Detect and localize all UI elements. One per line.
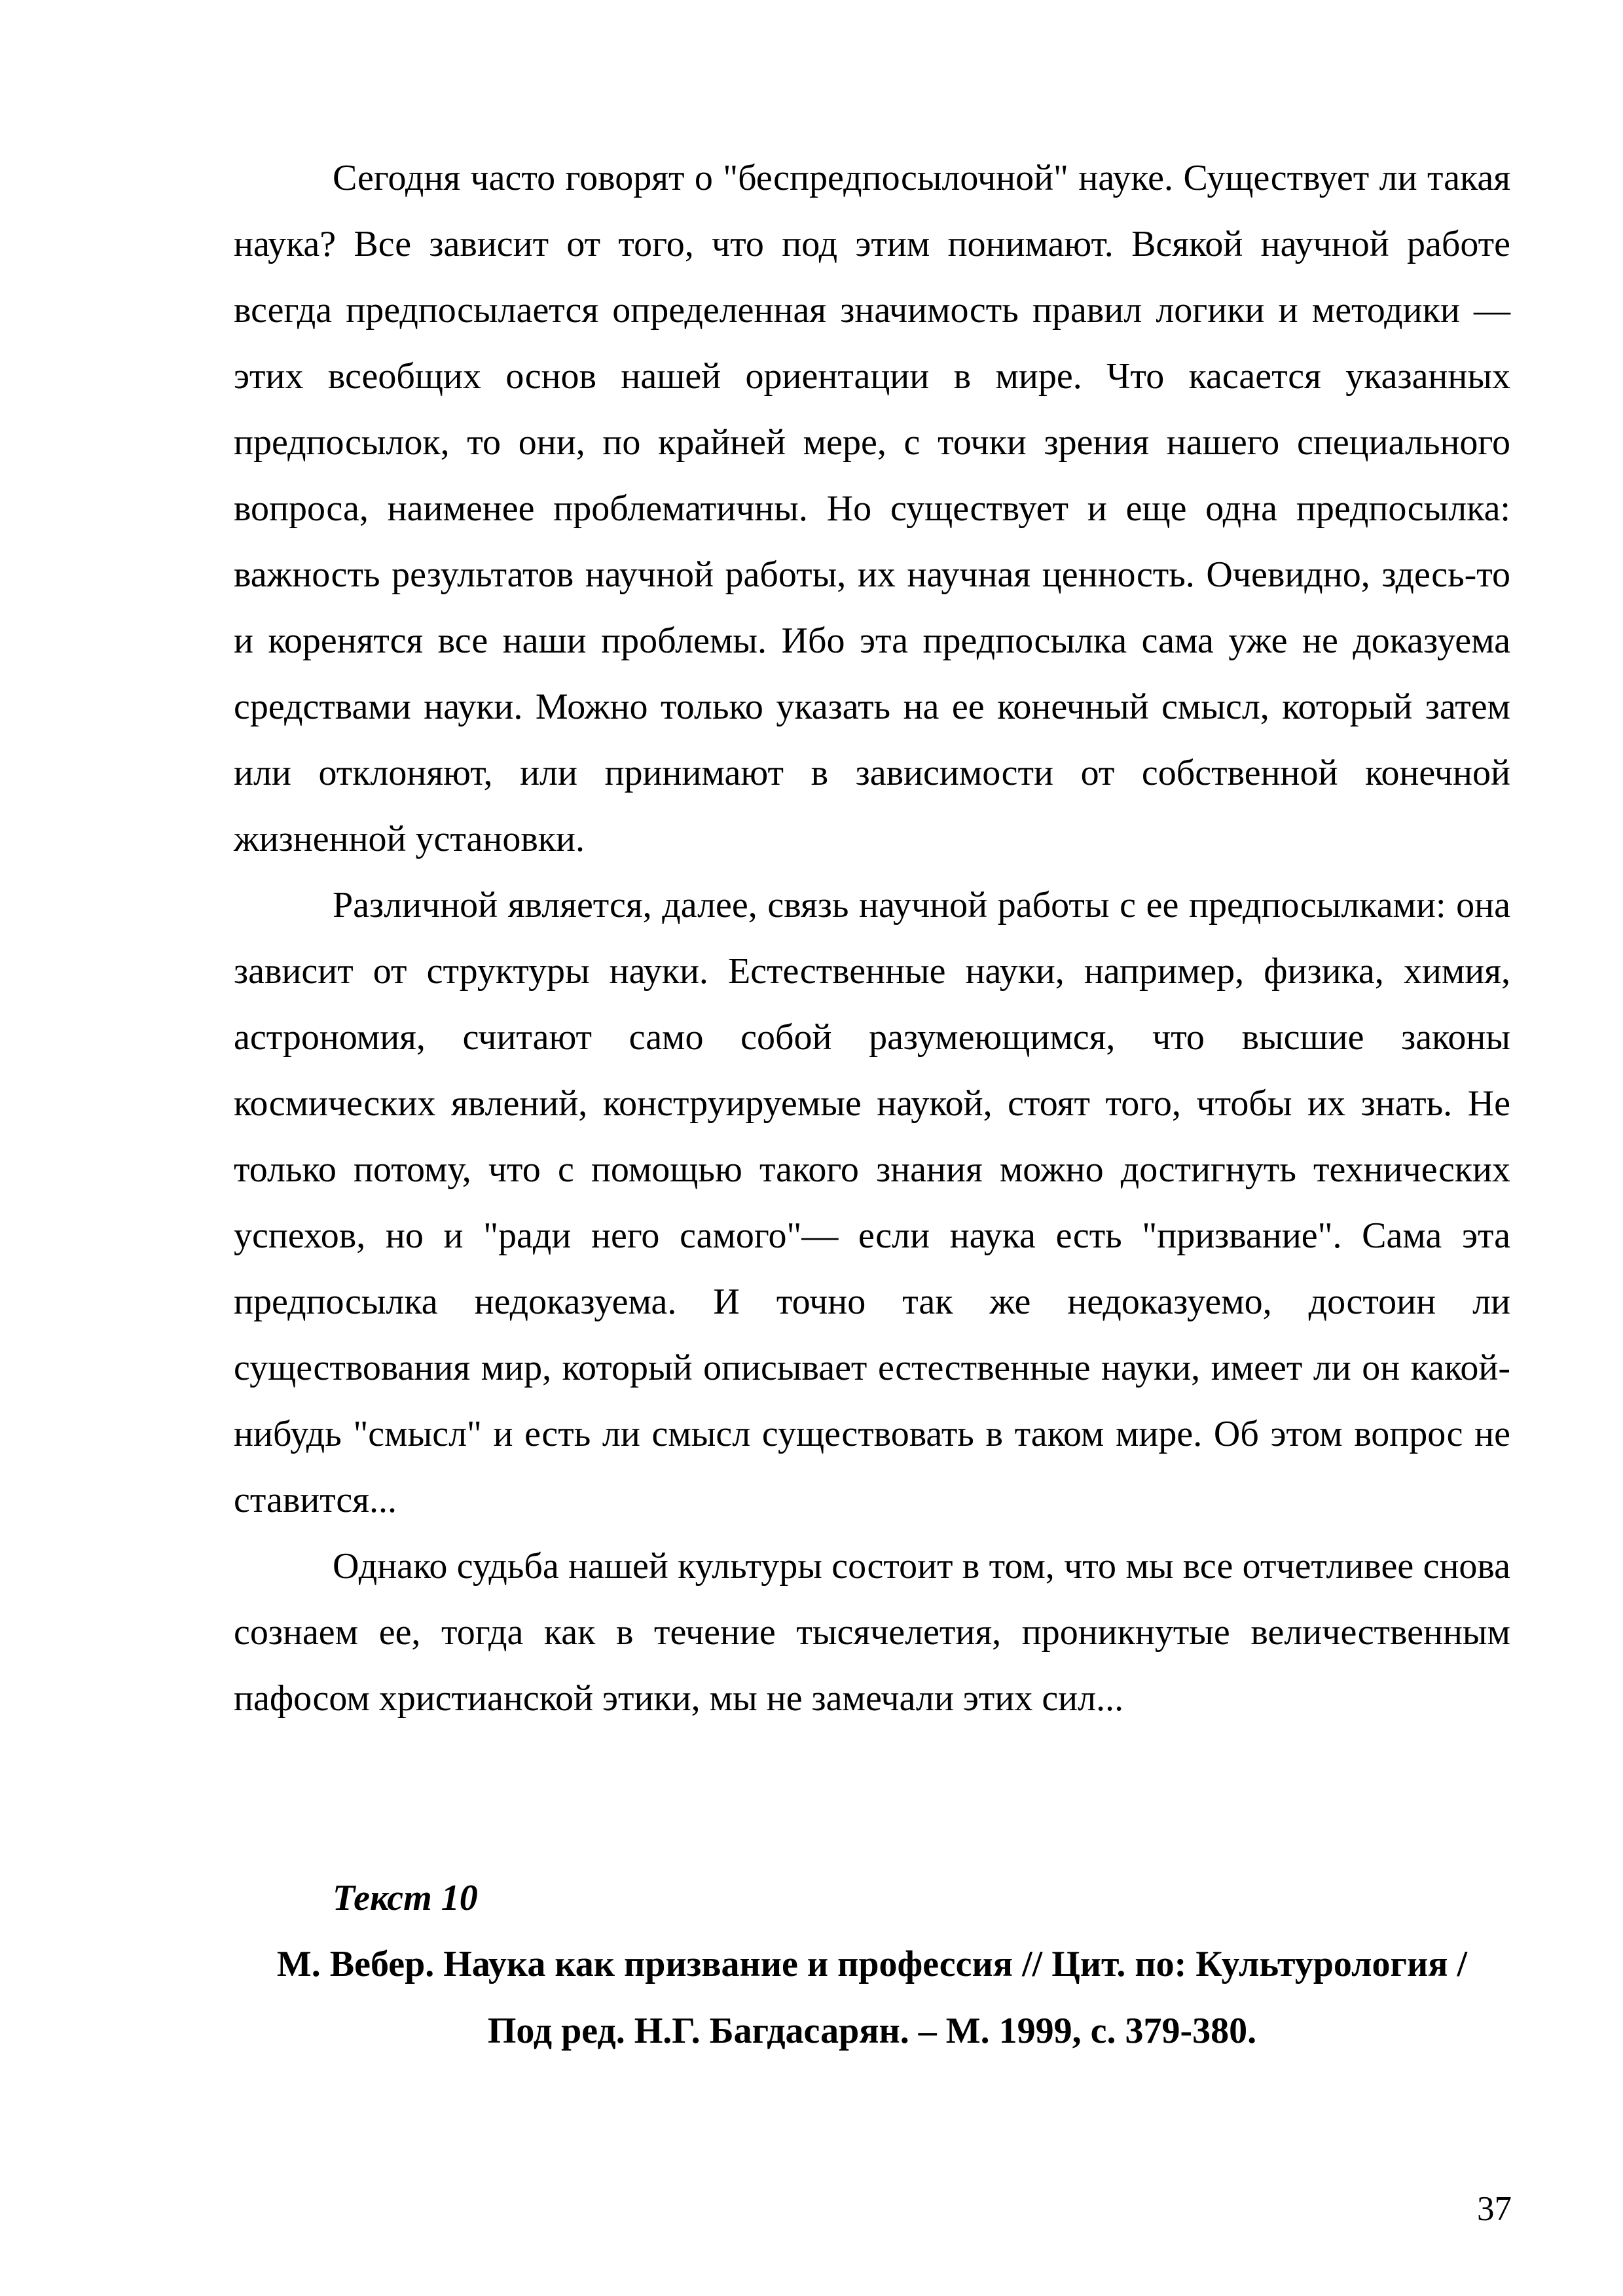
paragraph-2: Различной является, далее, связь научной работы с ее предпосылками: она зависит от структуры науки. Естественные науки, например, физика, химия, астрономия, считают само собой разумеющимся, что высшие законы космических явлений, конструируемые наукой, стоят того, чтобы их знать. Не только потому, что с помощью такого знания можно достигнуть технических успехов, но и "ради него самого"— если наука есть "призвание". Сама эта предпосылка недоказуема. И точно так же недоказуемо, достоин ли существования мир, который описывает естественные науки, имеет ли он какой-нибудь "смысл" и есть ли смысл существовать в таком мире. Об этом вопрос не ставится... (234, 885, 1510, 1520)
citation-line-1: М. Вебер. Наука как призвание и профессия // Цит. по: Культурология / (276, 1944, 1468, 1984)
page-number: 37 (1477, 2190, 1512, 2228)
citation-line-2: Под ред. Н.Г. Багдасарян. – М. 1999, с. 379-380. (487, 2011, 1257, 2051)
citation (234, 1931, 1510, 2064)
paragraph-3: Однако судьба нашей культуры состоит в том, что мы все отчетливее снова сознаем ее, тогда как в течение тысячелетия, проникнутые величественным пафосом христианской этики, мы не замечали этих сил... (234, 1546, 1510, 1719)
body-text (234, 145, 1510, 1732)
text-label: Текст 10 (333, 1878, 478, 1918)
paragraph-1: Сегодня часто говорят о "беспредпосылочной" науке. Существует ли такая наука? Все зависит от того, что под этим понимают. Всякой научной работе всегда предпосылается определенная значимость правил логики и методики — этих всеобщих основ нашей ориентации в мире. Что касается указанных предпосылок, то они, по крайней мере, с точки зрения нашего специального вопроса, наименее проблематичны. Но существует и еще одна предпосылка: важность результатов научной работы, их научная ценность. Очевидно, здесь-то и коренятся все наши проблемы. Ибо эта предпосылка сама уже не доказуема средствами науки. Можно только указать на ее конечный смысл, который затем или отклоняют, или принимают в зависимости от собственной конечной жизненной установки. (234, 158, 1510, 859)
